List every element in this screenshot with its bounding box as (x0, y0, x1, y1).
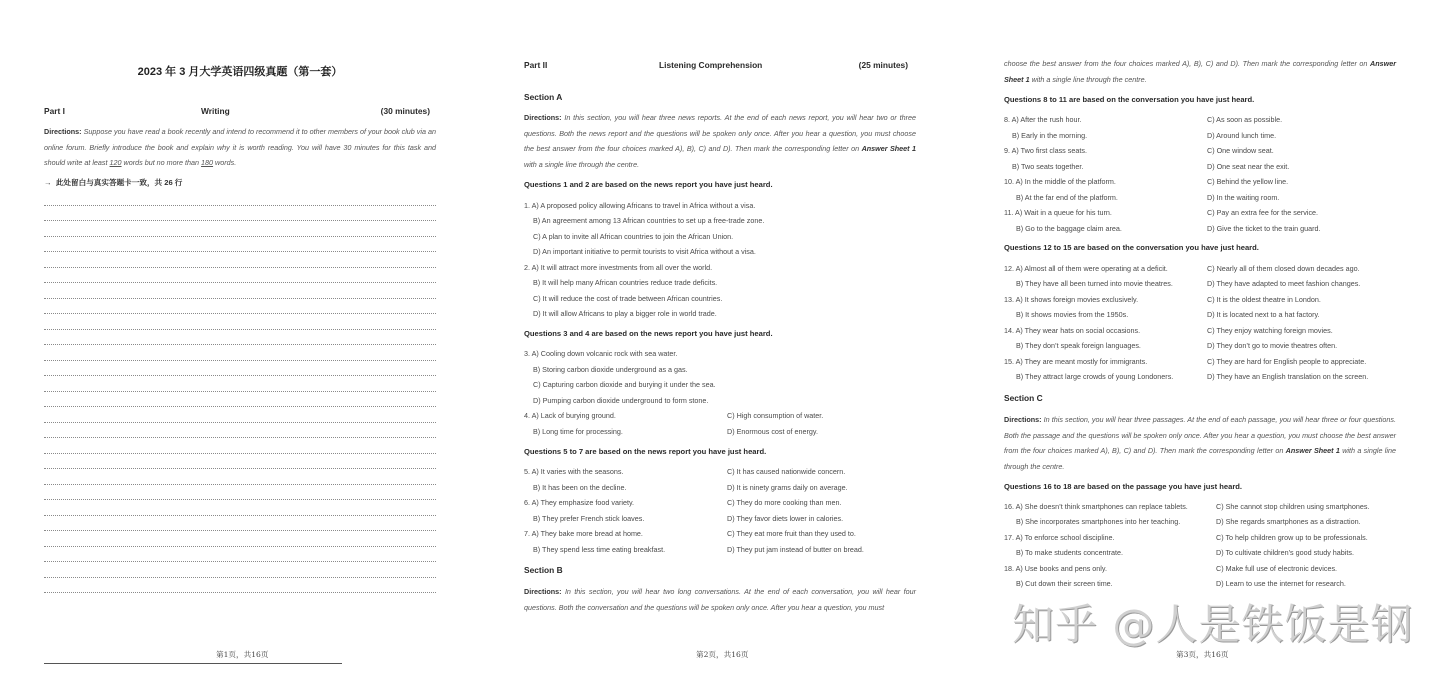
part-time: (25 minutes) (858, 60, 908, 70)
writing-line[interactable] (44, 468, 436, 469)
section-b-directions (524, 584, 916, 615)
q6-option-b[interactable]: B) They prefer French stick loaves. (533, 514, 645, 523)
q5-option-c[interactable]: C) It has caused nationwide concern. (727, 467, 846, 476)
writing-line[interactable] (44, 329, 436, 330)
q16-option-a[interactable]: 16. A) She doesn’t think smartphones can replace tablets. (1004, 502, 1188, 511)
q13-option-d[interactable]: D) It is located next to a hat factory. (1207, 310, 1320, 319)
page-1 (44, 0, 436, 679)
q3-option-d[interactable]: D) Pumping carbon dioxide underground to form stone. (533, 396, 709, 405)
arrow-right-icon: → (44, 178, 52, 187)
q15-option-c[interactable]: C) They are hard for English people to appreciate. (1207, 357, 1367, 366)
writing-line[interactable] (44, 530, 436, 531)
writing-line[interactable] (44, 391, 436, 392)
q1-option-a[interactable]: 1. A) A proposed policy allowing Africans to travel in Africa without a visa. (524, 201, 756, 210)
q3-option-a[interactable]: 3. A) Cooling down volcanic rock with sea water. (524, 349, 678, 358)
section-a-title: Section A (524, 92, 563, 102)
q16-option-b[interactable]: B) She incorporates smartphones into her teaching. (1016, 517, 1181, 526)
directions-label: Directions: (524, 113, 562, 122)
q7-option-d[interactable]: D) They put jam instead of butter on bread. (727, 545, 864, 554)
directions-label: Directions: (524, 587, 562, 596)
directions-text: Suppose you have read a book recently and intend to recommend it to other members of your book club via an online forum. Briefly introduce the book and explain why it is worth reading. You will have 30 minutes for this task and should write at least (44, 127, 437, 168)
writing-line[interactable] (44, 236, 436, 237)
q5-option-b[interactable]: B) It has been on the decline. (533, 483, 627, 492)
q12-option-d[interactable]: D) They have adapted to meet fashion changes. (1207, 279, 1361, 288)
directions-label: Directions: (1004, 415, 1042, 424)
q17-option-d[interactable]: D) To cultivate children’s good study habits. (1216, 548, 1354, 557)
section-a-directions (524, 110, 916, 172)
zhihu-watermark: 知乎 @人是铁饭是钢 (1012, 600, 1414, 649)
writing-line[interactable] (44, 577, 436, 578)
q14-option-d[interactable]: D) They don’t go to movie theatres often. (1207, 341, 1338, 350)
q7-option-b[interactable]: B) They spend less time eating breakfast. (533, 545, 666, 554)
directions-text-3: words. (213, 158, 237, 168)
writing-line[interactable] (44, 484, 436, 485)
q13-option-c[interactable]: C) It is the oldest theatre in London. (1207, 295, 1321, 304)
q13-option-a[interactable]: 13. A) It shows foreign movies exclusively. (1004, 295, 1139, 304)
directions-text-end: with a single line through the centre. (1004, 446, 1396, 471)
q15-option-b[interactable]: B) They attract large crowds of young Londoners. (1016, 372, 1174, 381)
q1-option-b[interactable]: B) An agreement among 13 African countries to set up a free-trade zone. (533, 216, 765, 225)
q8-option-b[interactable]: B) Early in the morning. (1012, 131, 1088, 140)
q8-option-c[interactable]: C) As soon as possible. (1207, 115, 1283, 124)
writing-line[interactable] (44, 313, 436, 314)
exam-title: 2023 年 3 月大学英语四级真题（第一套） (137, 66, 343, 78)
q3-option-c[interactable]: C) Capturing carbon dioxide and burying it under the sea. (533, 380, 716, 389)
q2-option-c[interactable]: C) It will reduce the cost of trade between African countries. (533, 294, 723, 303)
q9-option-d[interactable]: D) One seat near the exit. (1207, 162, 1290, 171)
writing-line[interactable] (44, 282, 436, 283)
q4-option-b[interactable]: B) Long time for processing. (533, 427, 623, 436)
writing-directions (44, 124, 436, 171)
q11-option-d[interactable]: D) Give the ticket to the train guard. (1207, 224, 1321, 233)
page-2 (524, 0, 916, 679)
q10-option-c[interactable]: C) Behind the yellow line. (1207, 177, 1289, 186)
part-label: Part I (44, 106, 65, 116)
q2-option-d[interactable]: D) It will allow Africans to play a bigger role in world trade. (533, 309, 717, 318)
directions-text: choose the best answer from the four choices marked A), B), C) and D). Then mark the corresponding letter on (1004, 59, 1371, 68)
q4-option-c[interactable]: C) High consumption of water. (727, 411, 824, 420)
q5-option-a[interactable]: 5. A) It varies with the seasons. (524, 467, 624, 476)
footer-rule (44, 663, 342, 664)
q10-option-b[interactable]: B) At the far end of the platform. (1016, 193, 1118, 202)
q1-option-c[interactable]: C) A plan to invite all African countries to join the African Union. (533, 232, 734, 241)
page-footer: 第2页，共16页 (696, 650, 749, 659)
writing-line[interactable] (44, 375, 436, 376)
q11-option-c[interactable]: C) Pay an extra fee for the service. (1207, 208, 1319, 217)
q7-option-a[interactable]: 7. A) They bake more bread at home. (524, 529, 643, 538)
answer-sheet-ref: Answer Sheet 1 (1004, 59, 1396, 84)
q15-option-a[interactable]: 15. A) They are meant mostly for immigrants. (1004, 357, 1148, 366)
writing-line[interactable] (44, 592, 436, 593)
writing-line[interactable] (44, 360, 436, 361)
page-footer: 第3页，共16页 (1176, 650, 1229, 659)
directions-text: In this section, you will hear three passages. At the end of each passage, you will hear three or four questions. Both the passage and the questions will be spoken only once. After you hear a question, you must choose the best answer from the four choices marked A), B), C) and D). Then mark the corresponding letter on (1004, 415, 1396, 456)
q6-option-a[interactable]: 6. A) They emphasize food variety. (524, 498, 634, 507)
q17-option-a[interactable]: 17. A) To enforce school discipline. (1004, 533, 1115, 542)
q18-option-d[interactable]: D) Learn to use the internet for research. (1216, 579, 1346, 588)
page-3 (1004, 0, 1396, 679)
writing-line[interactable] (44, 267, 436, 268)
q6-option-c[interactable]: C) They do more cooking than men. (727, 498, 842, 507)
q8-option-a[interactable]: 8. A) After the rush hour. (1004, 115, 1082, 124)
q7-option-c[interactable]: C) They eat more fruit than they used to. (727, 529, 856, 538)
section-c-directions (1004, 412, 1396, 474)
writing-line[interactable] (44, 205, 436, 206)
q18-option-a[interactable]: 18. A) Use books and pens only. (1004, 564, 1107, 573)
q4-option-a[interactable]: 4. A) Lack of burying ground. (524, 411, 616, 420)
q9-option-c[interactable]: C) One window seat. (1207, 146, 1274, 155)
writing-line[interactable] (44, 561, 436, 562)
q12-option-a[interactable]: 12. A) Almost all of them were operating at a deficit. (1004, 264, 1168, 273)
q17-option-c[interactable]: C) To help children grow up to be professionals. (1216, 533, 1368, 542)
directions-label: Directions: (44, 127, 82, 136)
q16-option-c[interactable]: C) She cannot stop children using smartphones. (1216, 502, 1370, 511)
writing-line[interactable] (44, 499, 436, 500)
question-group-heading: Questions 12 to 15 are based on the conversation you have just heard. (1004, 243, 1259, 252)
min-words: 120 (109, 158, 122, 168)
q11-option-a[interactable]: 11. A) Wait in a queue for his turn. (1004, 208, 1112, 217)
answer-sheet-note (44, 177, 182, 188)
writing-line[interactable] (44, 298, 436, 299)
directions-text-2: words but no more than (121, 158, 202, 168)
q2-option-a[interactable]: 2. A) It will attract more investments from all over the world. (524, 263, 713, 272)
page-footer: 第1页，共16页 (216, 650, 269, 659)
q14-option-b[interactable]: B) They don’t speak foreign languages. (1016, 341, 1141, 350)
directions-text: In this section, you will hear three news reports. At the end of each news report, you will hear two or three questions. Both the news report and the questions will be spoken only once. After you hear a question, you must choose the best answer from the four choices marked A), B), C) and D). Then mark the corresponding letter on (524, 113, 916, 154)
q9-option-b[interactable]: B) Two seats together. (1012, 162, 1084, 171)
q13-option-b[interactable]: B) It shows movies from the 1950s. (1016, 310, 1129, 319)
q9-option-a[interactable]: 9. A) Two first class seats. (1004, 146, 1087, 155)
q10-option-a[interactable]: 10. A) In the middle of the platform. (1004, 177, 1116, 186)
directions-text: In this section, you will hear two long conversations. At the end of each conversation, you will hear four questions. Both the conversation and the questions will be spoken only once. After you hear a question, you must (524, 587, 916, 612)
writing-line[interactable] (44, 344, 436, 345)
q1-option-d[interactable]: D) An important initiative to permit tourists to visit Africa without a visa. (533, 247, 756, 256)
answer-sheet-ref: Answer Sheet 1 (1285, 446, 1340, 456)
q12-option-c[interactable]: C) Nearly all of them closed down decades ago. (1207, 264, 1360, 273)
part-name: Writing (201, 106, 230, 116)
part-time: (30 minutes) (380, 106, 430, 116)
writing-line[interactable] (44, 406, 436, 407)
q18-option-c[interactable]: C) Make full use of electronic devices. (1216, 564, 1338, 573)
q4-option-d[interactable]: D) Enormous cost of energy. (727, 427, 818, 436)
question-group-heading: Questions 8 to 11 are based on the conversation you have just heard. (1004, 95, 1255, 104)
writing-line[interactable] (44, 546, 436, 547)
q10-option-d[interactable]: D) In the waiting room. (1207, 193, 1280, 202)
section-b-title: Section B (524, 565, 563, 575)
question-group-heading: Questions 5 to 7 are based on the news report you have just heard. (524, 447, 767, 456)
writing-line[interactable] (44, 515, 436, 516)
q2-option-b[interactable]: B) It will help many African countries reduce trade deficits. (533, 278, 718, 287)
q18-option-b[interactable]: B) Cut down their screen time. (1016, 579, 1113, 588)
q16-option-d[interactable]: D) She regards smartphones as a distraction. (1216, 517, 1361, 526)
q3-option-b[interactable]: B) Storing carbon dioxide underground as a gas. (533, 365, 688, 374)
directions-text-end: with a single line through the centre. (1029, 74, 1147, 84)
part-label: Part II (524, 60, 548, 70)
part-name: Listening Comprehension (659, 60, 763, 70)
q14-option-a[interactable]: 14. A) They wear hats on social occasions. (1004, 326, 1141, 335)
question-group-heading: Questions 3 and 4 are based on the news report you have just heard. (524, 329, 773, 338)
q17-option-b[interactable]: B) To make students concentrate. (1016, 548, 1123, 557)
q6-option-d[interactable]: D) They favor diets lower in calories. (727, 514, 844, 523)
max-words: 180 (201, 158, 214, 168)
q12-option-b[interactable]: B) They have all been turned into movie theatres. (1016, 279, 1173, 288)
question-group-heading: Questions 1 and 2 are based on the news report you have just heard. (524, 180, 773, 189)
writing-line[interactable] (44, 437, 436, 438)
q15-option-d[interactable]: D) They have an English translation on the screen. (1207, 372, 1369, 381)
q11-option-b[interactable]: B) Go to the baggage claim area. (1016, 224, 1122, 233)
q5-option-d[interactable]: D) It is ninety grams daily on average. (727, 483, 848, 492)
directions-text-end: with a single line through the centre. (524, 159, 640, 169)
section-c-title: Section C (1004, 393, 1043, 403)
section-b-directions-continued (1004, 56, 1396, 87)
writing-line[interactable] (44, 251, 436, 252)
writing-line[interactable] (44, 453, 436, 454)
q8-option-d[interactable]: D) Around lunch time. (1207, 131, 1277, 140)
writing-line[interactable] (44, 220, 436, 221)
question-group-heading: Questions 16 to 18 are based on the passage you have just heard. (1004, 482, 1243, 491)
q14-option-c[interactable]: C) They enjoy watching foreign movies. (1207, 326, 1333, 335)
writing-line[interactable] (44, 422, 436, 423)
answer-sheet-ref: Answer Sheet 1 (861, 144, 917, 154)
note-text: 此处留白与真实答题卡一致，共 26 行 (55, 178, 183, 187)
